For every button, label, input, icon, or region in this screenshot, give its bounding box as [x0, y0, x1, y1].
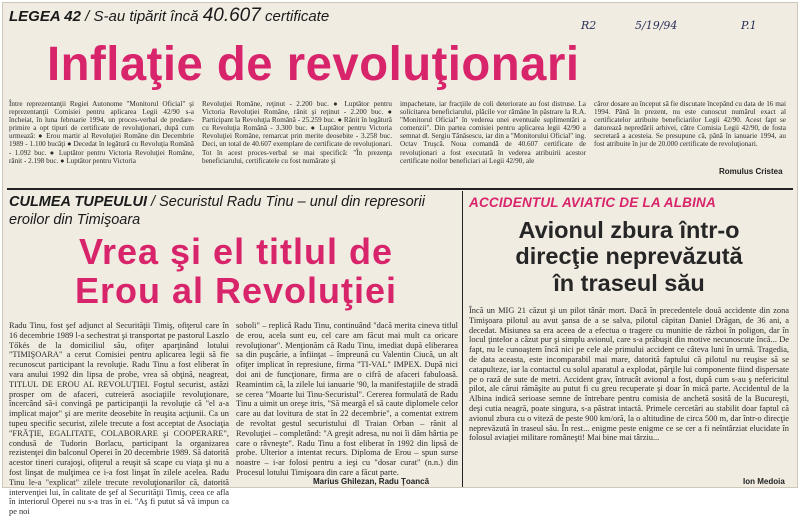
article1-kicker [9, 7, 389, 26]
article1-column-2: Revoluţiei Române, reţinut - 2.200 buc. ● Luptător pentru Victoria Revoluţiei Române, rănit şi reţinut - 2.200 buc. ● Participant la Revoluţia Română - 25.259 buc. ● Rănit în legătură cu Revoluţia Română - 3.300 buc. ● Luptător pentru Victoria Revoluţiei Române, remarcat prin merite deosebite - 3.258 buc. Deci, un total de 40.607 exemplare de certificate de revoluţionari. Tot în acest proces-verbal se mai specifică: "În prezenţa beneficiarului, certificatele cu fost numărate şi [202, 100, 392, 165]
article2-kicker-bold: CULMEA TUPEULUI [9, 194, 148, 210]
article1-byline: Romulus Cristea [719, 167, 783, 176]
article1-column-3: impachetate, iar fracţiile de coli deteriorate au fost distruse. La solicitarea beneficiarului, plăcile vor rămâne în păstrare la R.A. "Monitorul Oficial" în vederea unei eventuale suplimentări a comenzii". Din partea comisiei pentru aplicarea legii 42/90 a semnat dl. Sergiu Tănăsescu, iar din a "Monitorului Oficial" ing. Octav Truşcă. Noua comandă de 40.607 certificate de revoluţionari a fost executată în vederea atribuirii acestor certificate noilor beneficiari ai Legii 42/90, ale [400, 100, 586, 165]
article1-kicker-bold: LEGEA 42 [9, 8, 81, 25]
article1-kicker-text: / S-au tipărit încă [85, 8, 199, 25]
vertical-divider [462, 191, 463, 487]
article2-headline-line1: Vrea şi el titlul de [78, 231, 394, 272]
article1-column-4: căror dosare au început să fie discutate începând cu data de 16 mai 1994. Până în prezent, nu este cunoscut numărul exact al certificatelor atribuite beneficiarilor Legii 42/90. Acest fapt se datorează nepredării arhivei, către Comisia Legii 42/90, de fosta secretară a acesteia. Se presupune că, până în ianuarie 1994, au fost atribuite în jur de 20.000 certificate de revoluţionari. [594, 100, 786, 149]
article3-headline-line2: direcţie neprevăzută [515, 243, 743, 269]
article3-kicker: ACCIDENTUL AVIATIC DE LA ALBINA [469, 195, 716, 210]
newspaper-clipping [2, 2, 798, 517]
horizontal-divider [7, 188, 793, 190]
handwritten-number: R2 [581, 19, 597, 32]
handwritten-date: 5/19/94 [635, 19, 678, 32]
article3-headline-line3: în traseul său [553, 270, 705, 296]
article3-headline-line1: Avionul zbura într-o [518, 217, 740, 243]
article2-headline-line2: Erou al Revoluţiei [74, 270, 398, 311]
article1-headline: Inflaţie de revoluţionari [47, 38, 580, 91]
article1-column-1: Între reprezentanţii Regiei Autonome "Monitorul Oficial" şi reprezentanţii Comisiei pentru aplicarea Legii 42/90 s-a încheiat, în luna februarie 1994, un proces-verbal de predare-primire a opt tipuri de certificate de revoluţionari, după cum urmează: ● Erou martir al Revoluţiei Române din Decembrie 1989 - 1.100 bucăţi ● Decedat în legătură cu Revoluţia Română - 1.092 buc. ● Luptător pentru Victoria Revoluţiei Române, rănit - 2.198 buc. ● Luptător pentru Victoria [9, 100, 194, 165]
article2-column-2: soboli" – replică Radu Tinu, continuând "dacă merita cineva titlul de erou, acela sunt eu, cel care am făcut mai mult ca oricare revoluţionar". Menţionăm că Radu Tinu, imediat după eliberarea sa din puşcărie, a înfiinţat – împreună cu Valentin Ciucă, un alt ofiţer implicat în represiune, firma "TI-VAL" IMPEX. După nici doi ani de funcţionare, firma are o cifră de afaceri fabuloasă. Reamintim că, la zilele lui ianuarie '90, la manifestaţiile de stradă se cerea "Moarte lui Tinu-Securistul". Cererea formulată de Radu Tinu a uimit un oreşe itris, "Să meargă el să caute diplomele celor care au dat lovitura de stat în 22 decembrie", a comentat extrem de revoltat gestul securistului dl Traian Orban – rănit al Revoluţiei – completând: "A greşit adresa, nu noi îi dăm hârtia pe care o râvneşte". Radu Tinu a fost eliberat în 1992 din lipsă de probe. Ulterior a intentat recurs. Diploma de Erou – spun surse noastre – i-ar folosi pentru a ieşi cu "dosar curat" (n.n.) din Procesul lotului Timişoara din care a făcut parte. [236, 321, 458, 477]
article2-kicker-text: / Securistul Radu Tinu – unul din represorii eroilor din Timişoara [9, 194, 425, 228]
article1-kicker-number: 40.607 [202, 5, 261, 26]
article3-byline: Ion Medoia [743, 477, 785, 486]
article2-byline: Marius Ghilezan, Radu Ţoancă [313, 477, 430, 486]
handwritten-page: P.1 [741, 19, 757, 32]
article1-kicker-tail: certificate [265, 8, 330, 25]
article2-column-1: Radu Tinu, fost şef adjunct al Securităţii Timiş, ofiţerul care în 16 decembrie 1989 l-a sechestrat şi transportat pe pastorul Laszlo Tőkés de la domiciliul său, ofiţer aparţinând lotului "TIMIŞOARA" a cerut Comisiei pentru aplicarea legii să fie recunoscut participant la revoluţie. Radu Tinu a fost eliberat în vara anului 1992 din lipsa de probe, vrea să obţină, neagreat, TITLUL DE EROU AL REVOLUŢIEI. Foştul securist, astăzi prosper om de afaceri, cutreieră asociaţiile revoluţionare, încercând să-i convingă pe participanţii la revoluţie că "el a-a implicat major" şi are merite deosebite în reuşita acţiunii. Ca un tupeu specific securist, zilele trecute a fost acceptat de Asociaţia "FRĂŢIE, EGALITATE, COLABORARE şi COOPERARE", condusă de Tudorin Borlacu, participant la organizarea rezistenţei din balconul Operei în 20 decembrie 1989. Să datorită acestor tineri curajoşi, ofiţerul a reuşit să scape cu viaţa şi nu a fost linşat de mulţimea ce i-a fost linşat în zilele acelea. Radu Tinu le-a "explicat" zilele trecute revoluţionarilor că, datorită intervenţiei lui, în calitate de şef al Securităţii Timiş, ceea ce afla în interiorul Operei nu s-a tras în ei. "Aş fi putut să vă impun ca pe noi [9, 321, 229, 517]
article3-body: Încă un MIG 21 căzut şi un pilot tânăr mort. Dacă în precedentele două accidente din zona Timişoara pilotul au avut şansa de a se salva, pilotul căpitan Daniel Drăgan, de 36 ani, a decedat. Misiunea sa era aceea de a efectua o tragere cu munitie de război în poligon, dar în locul ţintelor a căzut pur şi simplu avionul, care s-a prăbuşit din motive necunoscute încă... De fapt, nu le cunoaştem încă nici pe cele ale primului accident ce câteva luni în urmă. Tragedia, de data aceasta, este incomparabil mai mare, datorită faptului că pilotul nu reuşise să se catapulteze, iar la contactul cu solul aparatul a explodat, părţile lui componente fiind dispersate pe o rază de sute de metri. Accident grav, întrucât avionul a fost, după cum s-au ş nefericitul pilot, ale cărui rămăşite au putut fi cu greu recuperate şi doar în mică parte. Accidentul de la Albina indică serioase semne de întrebare pentru comisia de anchetă sosită de la Bucureşti, deşi cutia neagră, poate singura, s-a păstrat intactă. Primele cercetări au stabilit doar faptul că avionul zbura cu o viteză de peste 900 km/oră, la o altitudine de circa 500 m, dar într-o direcţie neprevăzută în traseul său. În rest... enigme peste enigme ce se cer a fi neîntârziat elucidate în folosul aviaţiei militare româneşti! Mai bine mai târziu... [469, 306, 789, 443]
article2-kicker [9, 193, 457, 229]
